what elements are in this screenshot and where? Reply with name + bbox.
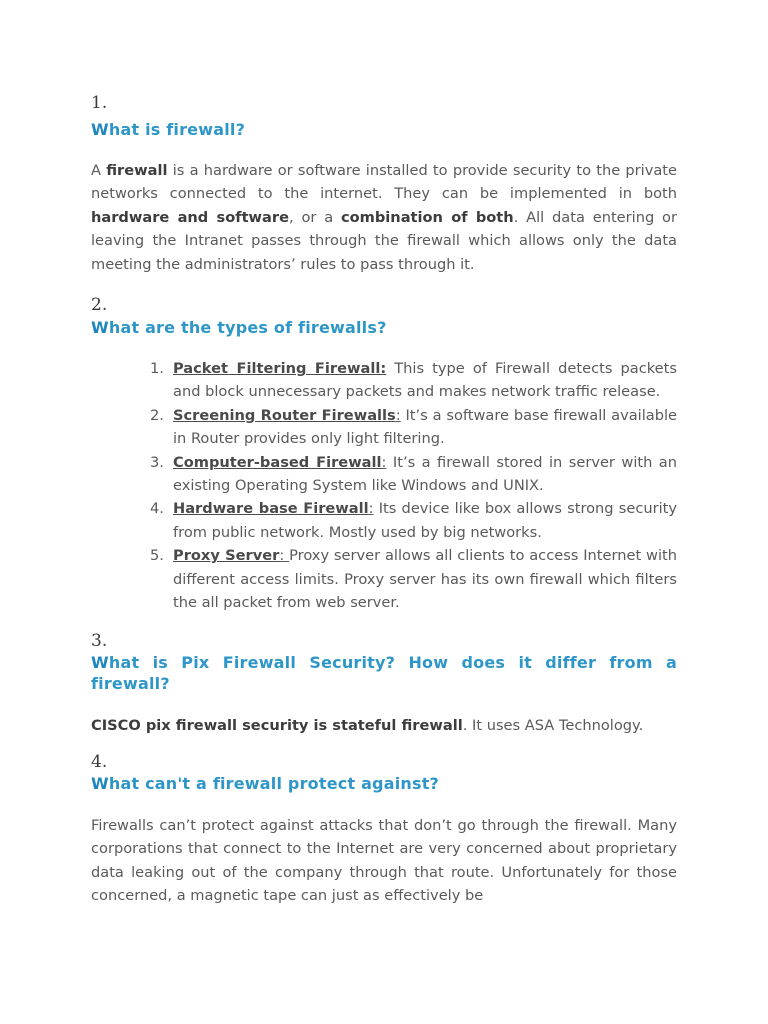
list-item-term: Hardware base Firewall [173, 500, 369, 518]
list-item-separator: : [395, 406, 401, 424]
list-item [91, 497, 677, 544]
question-number: 4. [91, 751, 108, 772]
question-title [91, 317, 677, 338]
list-item-number: 4. [150, 500, 164, 518]
question-title-text: hat can't a firewall protect against? [108, 773, 440, 793]
list-item-separator: : [279, 547, 290, 565]
question-title-initial: W [91, 318, 109, 338]
question-title-text: hat are the types of firewalls? [108, 318, 387, 338]
firewall-types-list [91, 357, 677, 614]
list-item-term: Computer-based Firewall [173, 453, 382, 471]
list-item [91, 544, 677, 614]
question-title-initial: W [91, 120, 109, 139]
answer-bold-text: CISCO pix firewall security is stateful firewall [91, 716, 463, 734]
answer-text: is a hardware or software installed to provide security to the private networks connected to the internet. They can be implemented in both [91, 162, 678, 203]
answer-paragraph [91, 159, 677, 276]
question-title-text: hat is firewall? [108, 120, 246, 139]
answer-paragraph [91, 714, 677, 737]
question-3 [91, 630, 677, 737]
list-item-description: It’s a firewall stored in server with an existing Operating System like Windows and UNIX. [173, 453, 678, 495]
list-item-term: Packet Filtering Firewall: [173, 360, 387, 378]
question-number: 2. [91, 295, 108, 316]
list-item-description: Its device like box allows strong security from public network. Mostly used by big networks. [173, 500, 678, 541]
document-page [91, 92, 677, 908]
question-title-initial: W [91, 773, 109, 793]
answer-text: A [91, 162, 107, 179]
answer-text: , or a [288, 208, 341, 226]
question-1 [91, 92, 677, 276]
answer-paragraph [91, 814, 677, 908]
list-item-separator: : [368, 500, 374, 518]
list-item-number: 1. [150, 360, 164, 378]
list-item [91, 357, 677, 404]
list-item-separator: : [381, 453, 387, 471]
answer-bold-text: hardware and software [91, 208, 289, 226]
question-title-text: hat is Pix Firewall Security? How does it differ from a firewall? [91, 652, 677, 693]
answer-text: . All data entering or leaving the Intranet passes through the firewall which allows only the data meeting the administrators’ rules to pass through it. [91, 208, 677, 273]
list-item [91, 404, 677, 451]
question-number: 3. [91, 630, 108, 651]
question-title-initial: W [91, 652, 109, 672]
list-item-number: 5. [150, 547, 164, 565]
list-item-number: 2. [150, 406, 164, 424]
answer-text: Firewalls can’t protect against attacks that don’t go through the firewall. Many corporations that connect to the Internet are very concerned about proprietary data leaking out of the company through that route. Unfortunately for those concerned, a magnetic tape can just as effectively be [91, 816, 677, 905]
list-item-description: It’s a software base firewall available in Router provides only light filtering. [173, 406, 677, 448]
list-item-description: This type of Firewall detects packets and block unnecessary packets and makes network traffic release. [173, 360, 677, 401]
list-item-term: Proxy Server [173, 547, 280, 565]
answer-bold-text: combination of both [340, 208, 514, 226]
list-item-description: Proxy server allows all clients to access Internet with different access limits. Proxy server has its own firewall which filters the all packet from web server. [173, 547, 677, 612]
list-item [91, 451, 677, 498]
question-title [91, 119, 677, 140]
list-item-term: Screening Router Firewalls [173, 406, 396, 424]
answer-text: . It uses ASA Technology. [462, 716, 644, 734]
question-2 [91, 294, 677, 614]
answer-bold-text: firewall [106, 162, 168, 179]
list-item-number: 3. [150, 453, 164, 471]
question-title [91, 652, 677, 694]
question-title [91, 773, 677, 794]
question-4 [91, 751, 677, 908]
question-number: 1. [91, 93, 108, 113]
